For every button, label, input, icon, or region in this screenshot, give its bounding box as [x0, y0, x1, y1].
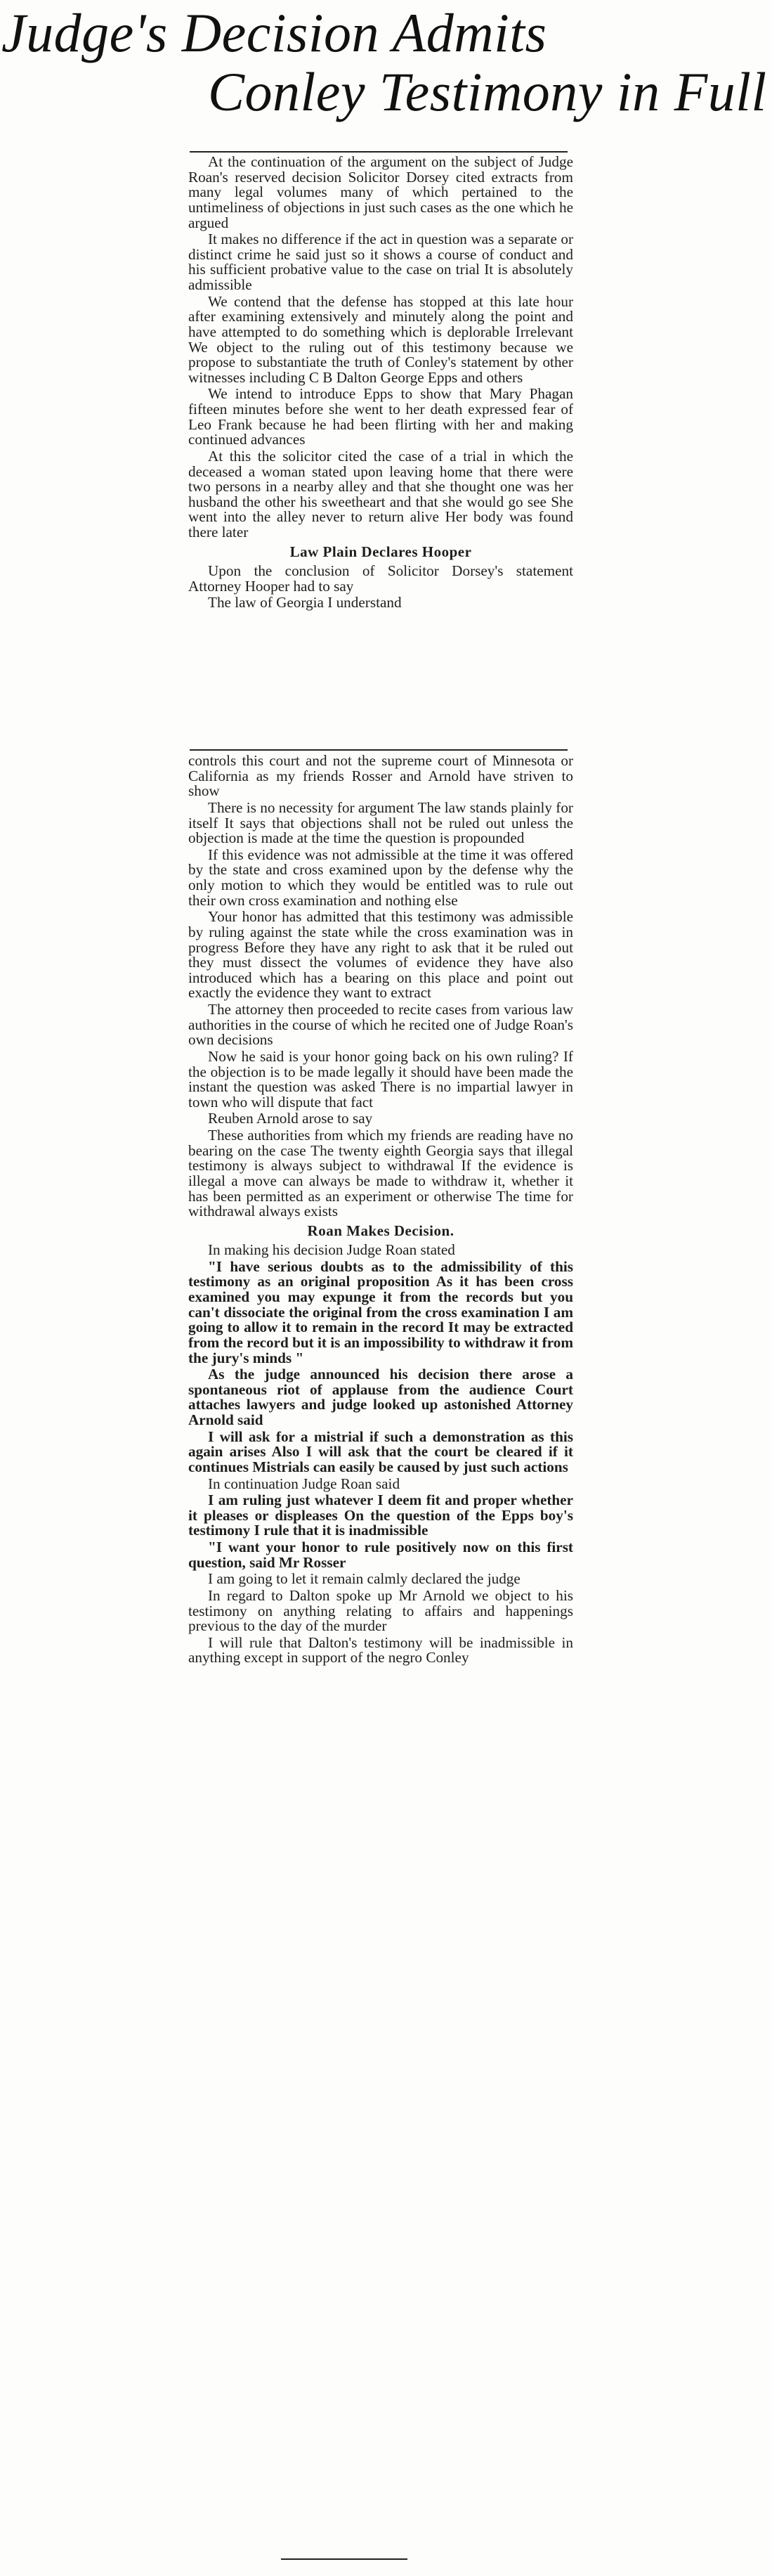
paragraph: It makes no difference if the act in question was a separate or distinct crime he said just so it shows a course of conduct and his sufficient probative value to the case on trial It is absolutely admissible — [188, 231, 573, 293]
article-column-upper — [188, 155, 573, 745]
paragraph: Upon the conclusion of Solicitor Dorsey's statement Attorney Hooper had to say — [188, 562, 573, 595]
headline-line-2: Conley Testimony in Full — [208, 61, 767, 122]
end-rule — [281, 2558, 407, 2560]
paragraph-quote: "I have serious doubts as to the admissibility of this testimony as an original proposition As it has been cross examined you may expunge it from the records but you can't dissociate the original from the cross examination I am going to allow it to remain in the record It may be extracted from the record but it is an impossibility to withdraw it from the jury's minds " — [188, 1257, 573, 1366]
column-break-rule — [190, 749, 568, 751]
paragraph: As the judge announced his decision there arose a spontaneous riot of applause from the audience Court attaches lawyers and judge looked up astonished Attorney Arnold said — [188, 1366, 573, 1429]
paragraph: In continuation Judge Roan said — [208, 1475, 400, 1492]
subheading-roan-decision: Roan Makes Decision. — [307, 1222, 454, 1239]
paragraph: "I want your honor to rule positively now on this first question, said Mr Rosser — [188, 1539, 573, 1571]
paragraph: I will rule that Dalton's testimony will be inadmissible in anything except in support of the negro Conley — [188, 1633, 573, 1666]
paragraph: If this evidence was not admissible at the time it was offered by the state and cross examined upon by the defense why the only motion to which they would be entitled was to rule out their own cross examination and nothing else — [188, 846, 573, 909]
paragraph: I am ruling just whatever I deem fit and proper whether it pleases or displeases On the question of the Epps boy's testimony I rule that it is inadmissible — [188, 1491, 573, 1539]
paragraph: At the continuation of the argument on the subject of Judge Roan's reserved decision Solicitor Dorsey cited extracts from many legal volumes many of which pertained to the untimeliness of objections in just such cases as the one which he argued — [188, 155, 573, 231]
headline-line-1: Judge's Decision Admits — [1, 2, 547, 63]
paragraph: controls this court and not the supreme court of Minnesota or California as my friends Rosser and Arnold have striven to show — [188, 753, 573, 800]
paragraph: There is no necessity for argument The law stands plainly for itself It says that objections shall not be ruled out unless the objection is made at the time the question is propounded — [188, 798, 573, 847]
paragraph: We contend that the defense has stopped at this late hour after examining extensively and minutely along the point and have attempted to do something which is deplorable Irrelevant We object to the ruling out of this testimony because we propose to substantiate the truth of Conley's statement by other witnesses including C B Dalton George Epps and others — [188, 292, 573, 386]
paragraph: Your honor has admitted that this testimony was admissible by ruling against the state while the cross examination was in progress Before they have any right to ask that it be ruled out they must dissect the volumes of evidence they have also introduced which has a bearing on this place and point out exactly the evidence they want to extract — [188, 908, 573, 1002]
column-top-rule — [190, 151, 568, 153]
paragraph: These authorities from which my friends are reading have no bearing on the case The twenty eighth Georgia says that illegal testimony is always subject to withdrawal If the evidence is illegal a move can always be made to withdraw it, whether it has been permitted as an experiment or otherwise The time for withdrawal always exists — [188, 1127, 573, 1220]
paragraph: In making his decision Judge Roan stated — [208, 1241, 455, 1259]
paragraph: The attorney then proceeded to recite cases from various law authorities in the course of which he recited one of Judge Roan's own decisions — [188, 1001, 573, 1049]
paragraph: I will ask for a mistrial if such a demonstration as this again arises Also I will ask that the court be cleared if it continues Mistrials can easily be caused by just such actions — [188, 1428, 573, 1475]
paragraph: I am going to let it remain calmly declared the judge — [208, 1570, 521, 1588]
subheading-law-plain: Law Plain Declares Hooper — [289, 543, 472, 560]
paragraph: Now he said is your honor going back on his own ruling? If the objection is to be made legally it should have been made the instant the question was asked There is no impartial lawyer in town who will dispute that fact — [188, 1047, 573, 1111]
article-column-lower — [188, 753, 573, 2553]
paragraph: The law of Georgia I understand — [208, 594, 402, 611]
paragraph: In regard to Dalton spoke up Mr Arnold we object to his testimony on anything relating to affairs and happenings previous to the day of the murder — [188, 1586, 573, 1635]
paragraph: We intend to introduce Epps to show that Mary Phagan fifteen minutes before she went to her death expressed fear of Leo Frank because he had been flirting with her and making continued advances — [188, 385, 573, 448]
paragraph: Reuben Arnold arose to say — [208, 1110, 373, 1127]
paragraph: At this the solicitor cited the case of a trial in which the deceased a woman stated upon leaving home that there were two persons in a nearby alley and that she thought one was her husband the other his sweetheart and that she would go see She went into the alley never to return alive Her body was found there later — [188, 447, 573, 541]
